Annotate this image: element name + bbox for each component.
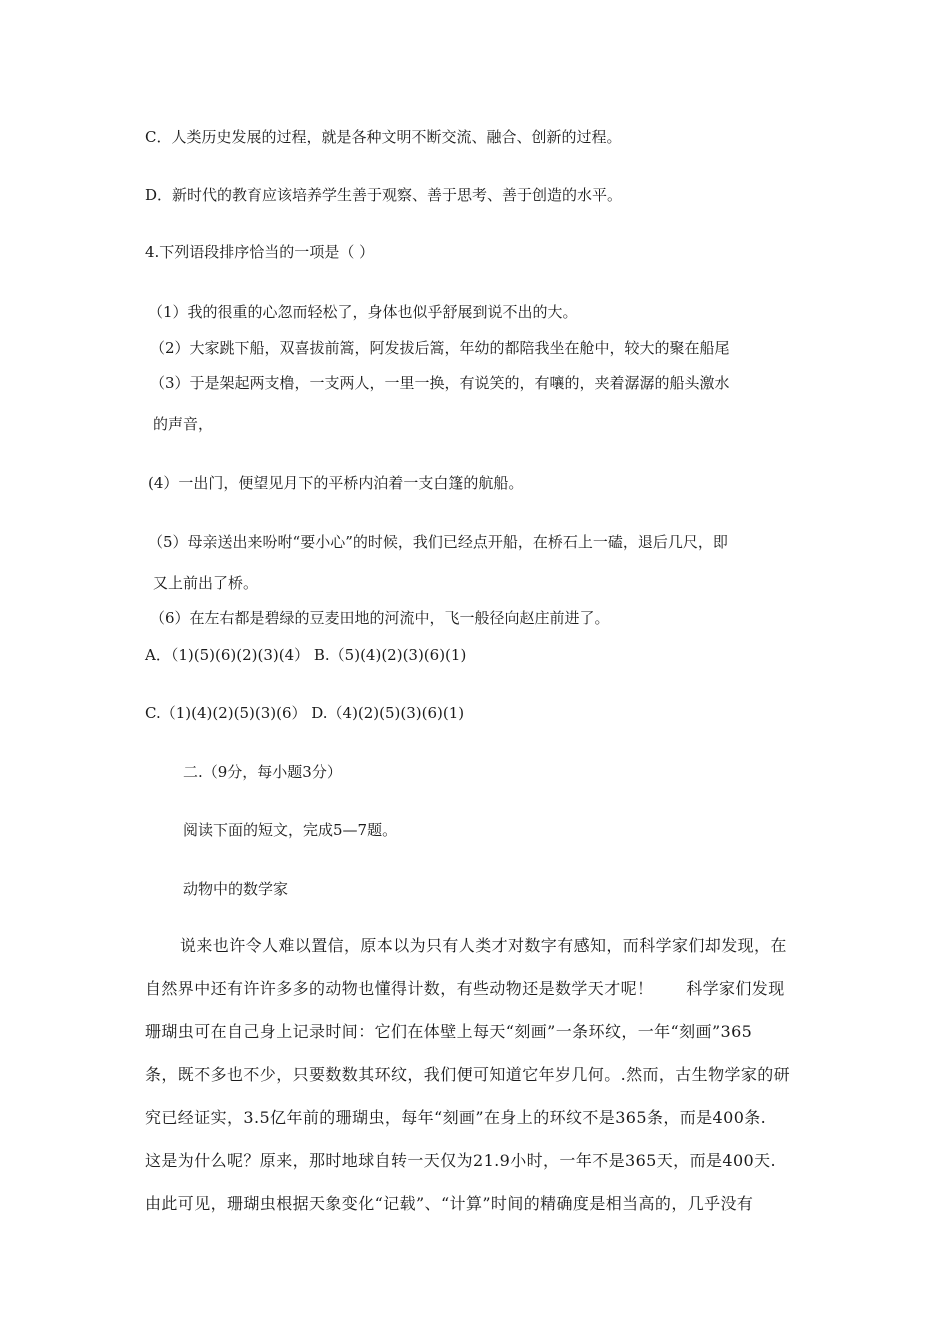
q4-sentence-5-cont: 又上前出了桥。 bbox=[153, 574, 259, 592]
article-line-1: 说来也许令人难以置信，原本以为只有人类才对数字有感知，而科学家们却发现，在 bbox=[180, 936, 787, 955]
section-2-heading: 二.（9分，每小题3分） bbox=[183, 763, 342, 781]
q4-options-cd: C.（1)(4)(2)(5)(3)(6） D.（4)(2)(5)(3)(6)(1) bbox=[145, 704, 465, 722]
article-line-4: 条，既不多也不少，只要数数其环纹，我们便可知道它年岁几何。.然而，古生物学家的研 bbox=[145, 1065, 791, 1084]
q4-options-ab: A．（1)(5)(6)(2)(3)(4） B.（5)(4)(2)(3)(6)(1) bbox=[145, 646, 467, 664]
q4-stem: 4.下列语段排序恰当的一项是（ ） bbox=[145, 243, 375, 261]
q4-sentence-3-cont: 的声音， bbox=[153, 415, 214, 433]
q4-sentence-5: （5）母亲送出来吩咐“要小心”的时候，我们已经点开船，在桥石上一磕，退后几尺，即 bbox=[148, 533, 728, 551]
q4-sentence-1: （1）我的很重的心忽而轻松了，身体也似乎舒展到说不出的大。 bbox=[148, 303, 578, 321]
article-line-3: 珊瑚虫可在自己身上记录时间：它们在体壁上每天“刻画”一条环纹，一年“刻画”365 bbox=[145, 1022, 753, 1041]
q4-sentence-2: （2）大家跳下船，双喜拔前篙，阿发拔后篙，年幼的都陪我坐在舱中，较大的聚在船尾 bbox=[150, 339, 730, 357]
q3-option-c: C．人类历史发展的过程，就是各种文明不断交流、融合、创新的过程。 bbox=[145, 128, 622, 146]
article-line-7: 由此可见，珊瑚虫根据天象变化“记载”、“计算”时间的精确度是相当高的，几乎没有 bbox=[145, 1194, 754, 1213]
q4-sentence-6: （6）在左右都是碧绿的豆麦田地的河流中，飞一般径向赵庄前进了。 bbox=[150, 609, 610, 627]
article-line-2: 自然界中还有许许多多的动物也懂得计数，有些动物还是数学天才呢！ 科学家们发现 bbox=[145, 979, 785, 998]
article-line-5: 究已经证实，3.5亿年前的珊瑚虫，每年“刻画”在身上的环纹不是365条，而是400条. bbox=[145, 1108, 767, 1127]
q4-sentence-3: （3）于是架起两支橹，一支两人，一里一换，有说笑的，有嚷的，夹着潺潺的船头激水 bbox=[150, 374, 730, 392]
q3-option-d: D．新时代的教育应该培养学生善于观察、善于思考、善于创造的水平。 bbox=[145, 186, 623, 204]
section-2-instruction: 阅读下面的短文，完成5—7题。 bbox=[183, 821, 398, 839]
q4-sentence-4: (4）一出门，便望见月下的平桥内泊着一支白篷的航船。 bbox=[148, 474, 524, 492]
article-line-6: 这是为什么呢？原来，那时地球自转一天仅为21.9小时，一年不是365天，而是400天. bbox=[145, 1151, 776, 1170]
article-title: 动物中的数学家 bbox=[183, 880, 289, 898]
